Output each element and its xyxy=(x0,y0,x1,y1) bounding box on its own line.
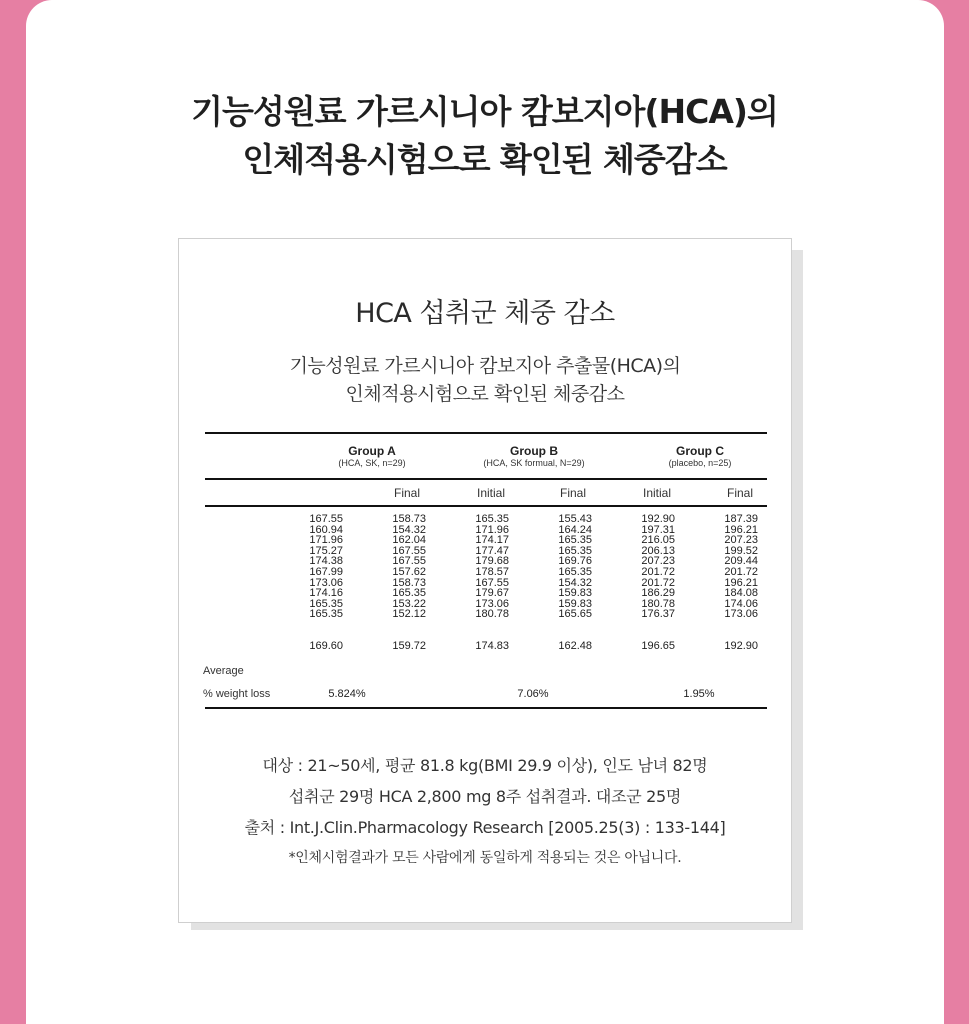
table-cell: 175.27 xyxy=(309,544,343,557)
table-cell: 180.78 xyxy=(641,597,675,610)
table-cell: 171.96 xyxy=(475,523,509,536)
table-cell: 167.99 xyxy=(309,565,343,578)
table-cell: 158.73 xyxy=(392,513,426,525)
table-cell: 179.67 xyxy=(475,587,509,600)
table-cell: 165.65 xyxy=(558,608,592,621)
table-cell: 154.32 xyxy=(558,576,592,589)
average-value: 162.48 xyxy=(558,640,592,652)
data-column xyxy=(459,514,509,620)
headline-line-2: 인체적용시험으로 확인된 체중감소 xyxy=(242,140,727,179)
col-header-b-initial: Initial xyxy=(476,486,505,500)
col-header-c-final: Final xyxy=(726,486,753,500)
table-cell: 206.13 xyxy=(641,544,675,557)
card-subtitle-2: 인체적용시험으로 확인된 체중감소 xyxy=(345,383,625,405)
table-cell: 171.96 xyxy=(309,534,343,547)
table-cell: 199.52 xyxy=(724,544,758,557)
data-column xyxy=(293,514,343,620)
average-value: 174.83 xyxy=(475,640,509,652)
average-value: 159.72 xyxy=(392,640,426,652)
table-bottom-rule xyxy=(205,707,767,709)
note-dosage: 섭취군 29명 HCA 2,800 mg 8주 섭취결과. 대조군 25명 xyxy=(288,787,682,806)
group-a-desc: (HCA, SK, n=29) xyxy=(338,458,406,468)
table-cell: 187.39 xyxy=(724,513,758,525)
table-cell: 176.37 xyxy=(641,608,675,621)
average-value: 192.90 xyxy=(724,640,758,652)
average-value: 196.65 xyxy=(641,640,675,652)
card-title: HCA 섭취군 체중 감소 xyxy=(355,298,615,329)
data-column xyxy=(542,514,592,620)
data-column xyxy=(376,514,426,620)
table-cell: 167.55 xyxy=(475,576,509,589)
table-cell: 177.47 xyxy=(475,544,509,557)
table-cell: 152.12 xyxy=(392,608,426,621)
table-cell: 174.16 xyxy=(309,587,343,600)
table-cell: 165.35 xyxy=(309,608,343,621)
table-top-rule xyxy=(205,432,767,434)
table-cell: 165.35 xyxy=(558,544,592,557)
table-cell: 162.04 xyxy=(392,534,426,547)
table-cell: 159.83 xyxy=(558,597,592,610)
table-cell: 192.90 xyxy=(641,513,675,525)
table-cell: 165.35 xyxy=(475,513,509,525)
headline-line-1: 기능성원료 가르시니아 캄보지아(HCA)의 xyxy=(191,92,778,131)
group-c-header xyxy=(645,444,755,468)
table-cell: 165.35 xyxy=(392,587,426,600)
table-cell: 216.05 xyxy=(641,534,675,547)
col-header-a-final: Final xyxy=(393,486,420,500)
table-cell: 207.23 xyxy=(724,534,758,547)
table-cell: 158.73 xyxy=(392,576,426,589)
group-b-desc: (HCA, SK formual, N=29) xyxy=(483,458,585,468)
table-cell: 174.06 xyxy=(724,597,758,610)
table-cell: 207.23 xyxy=(641,555,675,568)
data-column xyxy=(625,514,675,620)
table-cell: 209.44 xyxy=(724,555,758,568)
table-cell: 179.68 xyxy=(475,555,509,568)
table-cell: 169.76 xyxy=(558,555,592,568)
table-cell: 180.78 xyxy=(475,608,509,621)
group-c-name: Group C xyxy=(676,444,724,458)
table-cell: 173.06 xyxy=(309,576,343,589)
table-cell: 201.72 xyxy=(641,565,675,578)
group-b-header xyxy=(464,444,604,468)
study-card xyxy=(178,238,792,923)
table-cell: 186.29 xyxy=(641,587,675,600)
group-c-loss: 1.95% xyxy=(683,688,715,700)
table-cell: 201.72 xyxy=(641,576,675,589)
table-cell: 153.22 xyxy=(392,597,426,610)
table-cell: 196.21 xyxy=(724,523,758,536)
table-cell: 174.38 xyxy=(309,555,343,568)
table-cell: 167.55 xyxy=(392,544,426,557)
data-column xyxy=(708,514,758,620)
group-c-desc: (placebo, n=25) xyxy=(668,458,732,468)
group-b-name: Group B xyxy=(510,444,558,458)
table-cell: 165.35 xyxy=(309,597,343,610)
table-cell: 174.17 xyxy=(475,534,509,547)
group-a-name: Group A xyxy=(348,444,396,458)
weight-loss-label: % weight loss xyxy=(203,688,271,700)
column-header-rule xyxy=(205,505,767,507)
group-a-loss: 5.824% xyxy=(328,688,366,700)
col-header-b-final: Final xyxy=(559,486,586,500)
table-cell: 197.31 xyxy=(641,523,675,536)
note-subjects: 대상 : 21~50세, 평균 81.8 kg(BMI 29.9 이상), 인도 남녀 82명 xyxy=(262,756,708,775)
table-cell: 155.43 xyxy=(558,513,592,525)
average-label: Average xyxy=(203,665,244,677)
table-cell: 165.35 xyxy=(558,534,592,547)
note-source: 출처 : Int.J.Clin.Pharmacology Research [2005.25(3) : 133-144] xyxy=(244,818,726,837)
table-cell: 167.55 xyxy=(309,513,343,525)
table-cell: 167.55 xyxy=(392,555,426,568)
table-cell: 178.57 xyxy=(475,565,509,578)
col-header-c-initial: Initial xyxy=(642,486,671,500)
table-cell: 173.06 xyxy=(475,597,509,610)
note-disclaimer: *인체시험결과가 모든 사람에게 동일하게 적용되는 것은 아닙니다. xyxy=(288,850,682,866)
table-cell: 165.35 xyxy=(558,565,592,578)
table-cell: 196.21 xyxy=(724,576,758,589)
table-cell: 201.72 xyxy=(724,565,758,578)
table-cell: 154.32 xyxy=(392,523,426,536)
group-b-loss: 7.06% xyxy=(517,688,549,700)
table-cell: 164.24 xyxy=(558,523,592,536)
header-rule xyxy=(205,478,767,480)
table-cell: 184.08 xyxy=(724,587,758,600)
table-cell: 173.06 xyxy=(724,608,758,621)
table-cell: 159.83 xyxy=(558,587,592,600)
table-cell: 160.94 xyxy=(309,523,343,536)
table-cell: 157.62 xyxy=(392,565,426,578)
group-a-header xyxy=(317,444,427,468)
card-subtitle-1: 기능성원료 가르시니아 캄보지아 추출물(HCA)의 xyxy=(289,355,681,377)
average-value: 169.60 xyxy=(309,640,343,652)
